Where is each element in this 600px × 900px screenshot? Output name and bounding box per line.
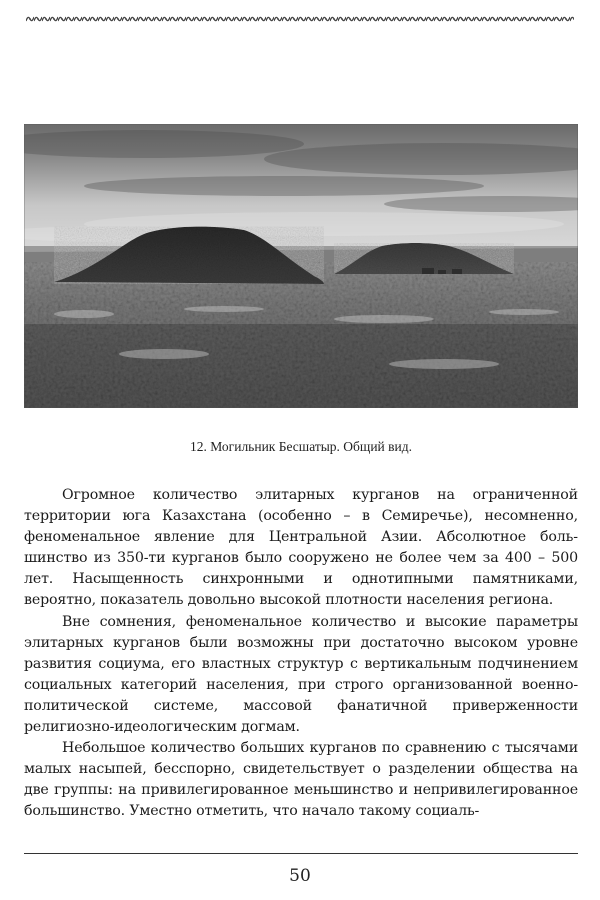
page-number: 50 — [289, 866, 311, 886]
kurgan-photo — [24, 124, 578, 408]
figure-caption: 12. Могильник Бесшатыр. Общий вид. — [190, 439, 412, 454]
ornament-border — [26, 14, 574, 24]
paragraph: Небольшое количество больших курганов по сравнению с тысячами малых насыпей, бесспорно, свидетельствует о разделении общества на две группы: на привилегированное меньшинство и непривилегированное большинство. Уместно отметить, что начало такому социаль- — [24, 740, 578, 820]
footer-rule — [24, 853, 578, 854]
body-text — [24, 485, 578, 823]
paragraph: Вне сомнения, феноменальное количество и высокие параметры элитарных курганов были возможны при достаточно высоком уровне развития социума, его властных структур с вертикальным подчинением социальных категорий населения, при строго организованной военно-политической системе, массовой фанатичной приверженности религиозно-идеологическим догмам. — [24, 613, 578, 736]
paragraph: Огромное количество элитарных курганов на ограниченной территории юга Казахстана (особенно – в Семиречье), несомненно, феноменальное явление для Центральной Азии. Абсолютное большинство из 350-ти курганов было сооружено не более чем за 400 – 500 лет. Насыщенность синхронными и однотипными памятниками, вероятно, показатель довольно высокой плотности населения региона. — [24, 487, 578, 609]
